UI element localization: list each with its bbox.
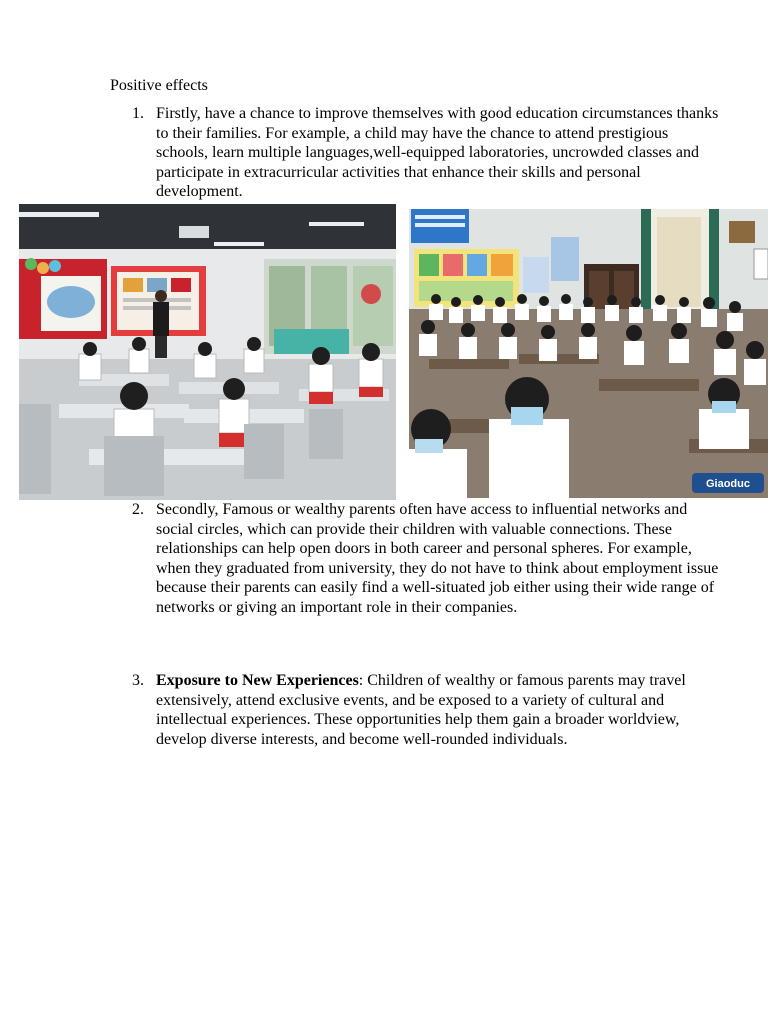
list-item-2 [132,500,721,618]
list-item-1 [132,104,721,202]
crowded-classroom-photo [409,209,768,498]
list-item-lead: Exposure to New Experiences [156,672,359,689]
list-number: 3. [132,672,144,689]
uncrowded-classroom-photo [19,204,396,500]
list-item-text: Firstly, have a chance to improve themselves with good education circumstances thanks to their families. For example, a child may have the chance to attend prestigious schools, learn multiple languages,well-equipped laboratories, uncrowded classes and participate in extracurricular activities that enhance their skills and personal development. [156,105,719,201]
list-item-text: : Children of wealthy or famous parents may travel extensively, attend exclusive events, and be exposed to a variety of cultural and intellectual experiences. These opportunities help them gain a broader worldview, develop diverse interests, and become well-rounded individuals. [156,672,686,748]
watermark-text: Giaoduc [705,478,751,490]
list-item-3 [132,671,721,749]
section-heading: Positive effects [110,77,208,94]
list-number: 2. [132,501,144,518]
list-number: 1. [132,105,144,122]
list-item-text: Secondly, Famous or wealthy parents often have access to influential networks and social circles, which can provide their children with valuable connections. These relationships can help open doors in both career and personal spheres. For example, when they graduated from university, they do not have to think about employment issue because their parents can easily find a well-situated job either using their wide range of networks or giving an important role in their companies. [156,501,719,616]
